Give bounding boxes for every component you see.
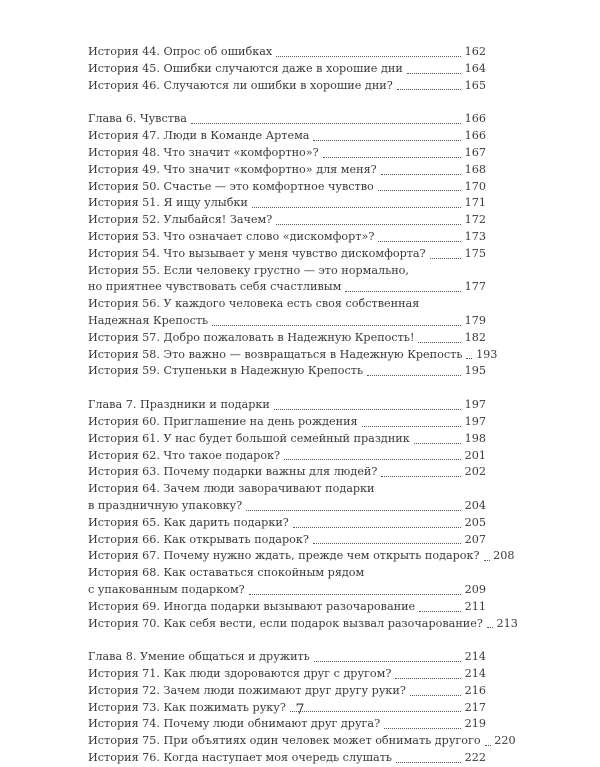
toc-entry-page: 207 xyxy=(464,532,486,546)
toc-entry xyxy=(88,296,486,313)
toc-entry xyxy=(88,246,486,263)
toc-entry-title: История 48. Что значит «комфортно»? xyxy=(88,145,319,159)
toc-entry xyxy=(88,448,486,465)
toc-entry-title: История 72. Зачем люди пожимают друг другу руки? xyxy=(88,683,406,697)
toc-entry xyxy=(88,599,486,616)
toc-leader-dots xyxy=(414,443,461,444)
toc-entry-page: 175 xyxy=(464,246,486,260)
toc-section xyxy=(88,111,498,380)
toc-entry-page: 182 xyxy=(464,330,486,344)
toc-entry-page: 166 xyxy=(464,129,486,143)
toc-leader-dots xyxy=(191,123,461,124)
toc-entry xyxy=(88,128,486,145)
toc-leader-dots xyxy=(212,325,461,326)
toc-entry-title: История 59. Ступеньки в Надежную Крепость xyxy=(88,364,364,378)
toc-entry-title: История 75. При объятиях один человек может обнимать другого xyxy=(88,734,481,748)
toc-entry-title: в праздничную упаковку? xyxy=(88,498,243,512)
toc-entry-title: История 69. Иногда подарки вызывают разочарование xyxy=(88,599,416,613)
toc-leader-dots xyxy=(407,73,461,74)
toc-entry-title: но приятнее чувствовать себя счастливым xyxy=(88,280,342,294)
toc-entry-title: История 65. Как дарить подарки? xyxy=(88,515,289,529)
toc-entry-title: История 63. Почему подарки важны для людей? xyxy=(88,465,378,479)
toc-leader-dots xyxy=(345,291,461,292)
toc-entry-title: Надежная Крепость xyxy=(88,313,209,327)
toc-entry-title: Глава 8. Умение общаться и дружить xyxy=(88,650,310,664)
toc-entry-title: История 61. У нас будет большой семейный праздник xyxy=(88,431,410,445)
toc-entry xyxy=(88,548,515,565)
toc-leader-dots xyxy=(293,527,461,528)
toc-entry-title: История 52. Улыбайся! Зачем? xyxy=(88,213,273,227)
toc-entry xyxy=(88,532,486,549)
toc-entry xyxy=(88,61,486,78)
toc-entry-page: 214 xyxy=(464,650,486,664)
toc-entry-page: 170 xyxy=(464,179,486,193)
toc-leader-dots xyxy=(466,358,472,359)
toc-entry xyxy=(88,279,486,296)
toc-entry xyxy=(88,397,486,414)
toc-entry-page: 217 xyxy=(464,700,486,714)
toc-entry-page: 171 xyxy=(464,196,486,210)
toc-leader-dots xyxy=(323,157,461,158)
toc-entry-title: История 58. Это важно — возвращаться в Надежную Крепость xyxy=(88,347,463,361)
toc-entry xyxy=(88,666,486,683)
toc-entry-page: 197 xyxy=(464,398,486,412)
toc-leader-dots xyxy=(419,611,461,612)
toc-leader-dots xyxy=(410,695,461,696)
toc-leader-dots xyxy=(485,745,491,746)
toc-entry-title: История 57. Добро пожаловать в Надежную Крепость! xyxy=(88,330,415,344)
toc-entry-page: 168 xyxy=(464,162,486,176)
toc-entry xyxy=(88,414,486,431)
toc-entry-title: История 47. Люди в Команде Артема xyxy=(88,129,310,143)
toc-leader-dots xyxy=(284,459,461,460)
toc-entry-title: История 76. Когда наступает моя очередь слушать xyxy=(88,751,392,765)
toc-leader-dots xyxy=(384,728,461,729)
toc-leader-dots xyxy=(246,510,461,511)
toc-entry-title: История 71. Как люди здороваются друг с другом? xyxy=(88,667,392,681)
toc-leader-dots xyxy=(249,594,461,595)
toc-entry-title: История 54. Что вызывает у меня чувство дискомфорта? xyxy=(88,246,426,260)
toc-entry-title: История 60. Приглашение на день рождения xyxy=(88,414,358,428)
toc-leader-dots xyxy=(378,190,461,191)
toc-entry xyxy=(88,649,486,666)
toc-entry xyxy=(88,363,486,380)
toc-entry-title: История 62. Что такое подарок? xyxy=(88,448,281,462)
toc-entry-page: 220 xyxy=(494,734,516,748)
toc-entry xyxy=(88,179,486,196)
toc-leader-dots xyxy=(276,224,461,225)
toc-entry xyxy=(88,162,486,179)
toc-entry-page: 193 xyxy=(476,347,498,361)
toc-entry-page: 214 xyxy=(464,667,486,681)
toc-entry-page: 172 xyxy=(464,213,486,227)
toc-entry-page: 173 xyxy=(464,229,486,243)
toc-entry-page: 213 xyxy=(496,616,518,630)
toc-entry-title: История 51. Я ищу улыбки xyxy=(88,196,248,210)
toc-leader-dots xyxy=(314,661,461,662)
toc-leader-dots xyxy=(484,560,490,561)
toc-entry-page: 216 xyxy=(464,683,486,697)
toc-leader-dots xyxy=(313,140,461,141)
toc-entry-title: История 68. Как оставаться спокойным рядом xyxy=(88,566,365,580)
toc-entry-title: История 45. Ошибки случаются даже в хорошие дни xyxy=(88,61,403,75)
toc-entry-title: История 66. Как открывать подарок? xyxy=(88,532,309,546)
toc-entry xyxy=(88,229,486,246)
toc-entry-page: 211 xyxy=(464,599,486,613)
toc-entry-page: 204 xyxy=(464,498,486,512)
toc-entry xyxy=(88,750,486,767)
toc-entry-page: 179 xyxy=(464,313,486,327)
toc-entry xyxy=(88,347,498,364)
toc-entry-page: 165 xyxy=(464,78,486,92)
toc-entry xyxy=(88,733,516,750)
toc-entry xyxy=(88,683,486,700)
toc-entry xyxy=(88,431,486,448)
toc-section xyxy=(88,397,518,632)
toc-entry-page: 201 xyxy=(464,448,486,462)
toc-leader-dots xyxy=(276,56,461,57)
toc-entry xyxy=(88,212,486,229)
toc-entry xyxy=(88,78,486,95)
toc-entry-page: 202 xyxy=(464,465,486,479)
toc-entry-title: с упакованным подарком? xyxy=(88,582,245,596)
toc-entry-page: 195 xyxy=(464,364,486,378)
toc-entry-title: История 74. Почему люди обнимают друг друга? xyxy=(88,717,381,731)
toc-entry-page: 164 xyxy=(464,61,486,75)
toc-entry-title: История 70. Как себя вести, если подарок вызвал разочарование? xyxy=(88,616,483,630)
toc-entry-title: История 50. Счастье — это комфортное чувство xyxy=(88,179,374,193)
toc-entry xyxy=(88,716,486,733)
toc-leader-dots xyxy=(367,375,461,376)
toc-entry-title: Глава 6. Чувства xyxy=(88,112,187,126)
toc-entry xyxy=(88,498,486,515)
toc-leader-dots xyxy=(487,627,493,628)
toc-leader-dots xyxy=(397,89,461,90)
toc-entry xyxy=(88,263,486,280)
toc-entry-page: 162 xyxy=(464,45,486,58)
toc-entry-page: 166 xyxy=(464,112,486,126)
toc-entry xyxy=(88,44,486,61)
toc-entry xyxy=(88,464,486,481)
toc-entry xyxy=(88,313,486,330)
toc-leader-dots xyxy=(381,174,461,175)
toc-entry-title: История 64. Зачем люди заворачивают подарки xyxy=(88,482,375,496)
toc-entry xyxy=(88,515,486,532)
toc-leader-dots xyxy=(430,258,461,259)
toc-leader-dots xyxy=(395,678,461,679)
toc-entry xyxy=(88,616,518,633)
toc-entry-page: 167 xyxy=(464,145,486,159)
toc-entry xyxy=(88,111,486,128)
toc-entry-page: 205 xyxy=(464,515,486,529)
toc-leader-dots xyxy=(252,207,461,208)
page-number: 7 xyxy=(295,702,305,718)
toc-entry-page: 219 xyxy=(464,717,486,731)
toc-entry-page: 198 xyxy=(464,431,486,445)
toc-leader-dots xyxy=(378,241,461,242)
toc-entry-page: 222 xyxy=(464,751,486,765)
toc-section xyxy=(88,44,486,94)
toc-entry-title: История 46. Случаются ли ошибки в хорошие дни? xyxy=(88,78,393,92)
toc-entry-page: 209 xyxy=(464,582,486,596)
toc-leader-dots xyxy=(381,476,461,477)
toc-entry-page: 177 xyxy=(464,280,486,294)
table-of-contents xyxy=(88,44,518,767)
toc-leader-dots xyxy=(313,543,461,544)
toc-entry xyxy=(88,582,486,599)
toc-entry-page: 208 xyxy=(493,549,515,563)
toc-entry-title: История 49. Что значит «комфортно» для меня? xyxy=(88,162,377,176)
toc-entry xyxy=(88,565,486,582)
toc-leader-dots xyxy=(274,409,461,410)
toc-entry xyxy=(88,330,486,347)
toc-entry-title: История 53. Что означает слово «дискомфорт»? xyxy=(88,229,375,243)
toc-entry-page: 197 xyxy=(464,414,486,428)
toc-entry-title: История 55. Если человеку грустно — это нормально, xyxy=(88,263,409,277)
toc-entry-title: История 56. У каждого человека есть своя собственная xyxy=(88,297,420,311)
toc-leader-dots xyxy=(418,342,461,343)
toc-entry-title: Глава 7. Праздники и подарки xyxy=(88,398,270,412)
toc-entry xyxy=(88,145,486,162)
toc-leader-dots xyxy=(362,426,461,427)
toc-entry xyxy=(88,481,486,498)
toc-entry xyxy=(88,195,486,212)
toc-entry-title: История 44. Опрос об ошибках xyxy=(88,45,273,58)
toc-leader-dots xyxy=(396,762,461,763)
toc-entry-title: История 67. Почему нужно ждать, прежде чем открыть подарок? xyxy=(88,549,480,563)
toc-entry-title: История 73. Как пожимать руку? xyxy=(88,700,286,714)
